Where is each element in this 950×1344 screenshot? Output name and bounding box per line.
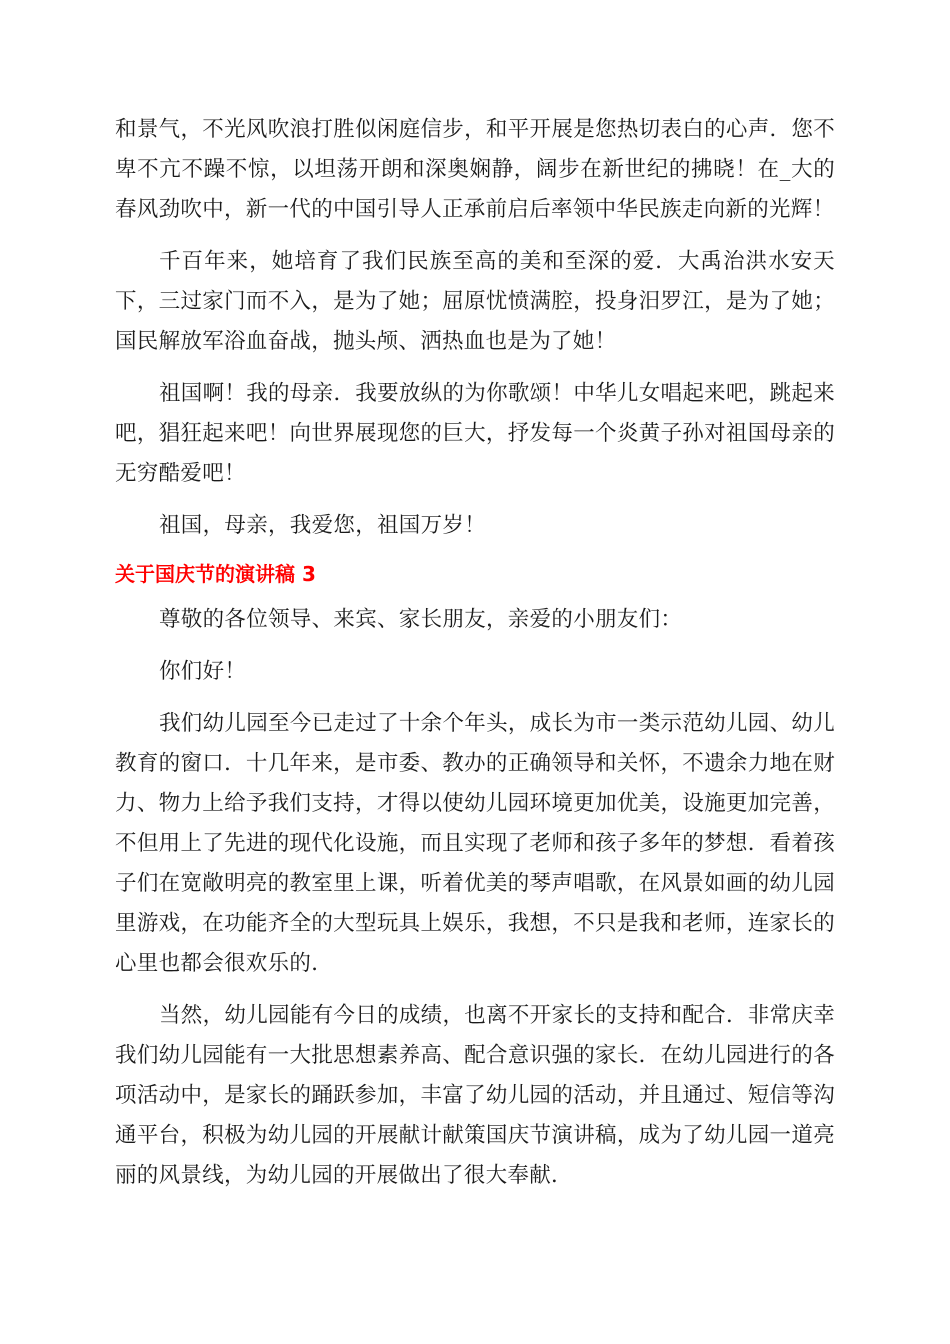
document-page — [115, 110, 835, 1196]
paragraph-parents: 当然，幼儿园能有今日的成绩，也离不开家长的支持和配合．非常庆幸我们幼儿园能有一大批思想素养高、配合意识强的家长．在幼儿园进行的各项活动中，是家长的踊跃参加，丰富了幼儿园的活动，并且通过、短信等沟通平台，积极为幼儿园的开展献计献策国庆节演讲稿，成为了幼儿园一道亮丽的风景线，为幼儿园的开展做出了很大奉献． — [115, 1003, 835, 1188]
paragraph-praise: 祖国啊！我的母亲．我要放纵的为你歌颂！中华儿女唱起来吧，跳起来吧，猖狂起来吧！向世界展现您的巨大，抒发每一个炎黄子孙对祖国母亲的无穷酷爱吧！ — [115, 381, 835, 486]
greeting-line: 尊敬的各位领导、来宾、家长朋友，亲爱的小朋友们： — [159, 607, 683, 632]
paragraph-kindergarten: 我们幼儿园至今已走过了十余个年头，成长为市一类示范幼儿园、幼儿教育的窗口．十几年来，是市委、教办的正确领导和关怀，不遗余力地在财力、物力上给予我们支持，才得以使幼儿园环境更加优美，设施更加完善，不但用上了先进的现代化设施，而且实现了老师和孩子多年的梦想．看着孩子们在宽敞明亮的教室里上课，听着优美的琴声唱歌，在风景如画的幼儿园里游戏，在功能齐全的大型玩具上娱乐，我想，不只是我和老师，连家长的心里也都会很欢乐的． — [115, 711, 835, 976]
salutation-line: 你们好！ — [159, 659, 247, 684]
paragraph-cheer: 祖国，母亲，我爱您，祖国万岁！ — [159, 513, 487, 538]
section-heading: 关于国庆节的演讲稿 3 — [115, 562, 316, 586]
paragraph-history: 千百年来，她培育了我们民族至高的美和至深的爱．大禹治洪水安天下，三过家门而不入，是为了她；屈原忧愤满腔，投身汨罗江，是为了她；国民解放军浴血奋战，抛头颅、洒热血也是为了她！ — [115, 249, 835, 354]
paragraph-continuation: 和景气，不光风吹浪打胜似闲庭信步，和平开展是您热切表白的心声．您不卑不亢不躁不惊，以坦荡开朗和深奥娴静，阔步在新世纪的拂晓！在_大的春风劲吹中，新一代的中国引导人正承前启后率领中华民族走向新的光辉！ — [115, 117, 835, 222]
